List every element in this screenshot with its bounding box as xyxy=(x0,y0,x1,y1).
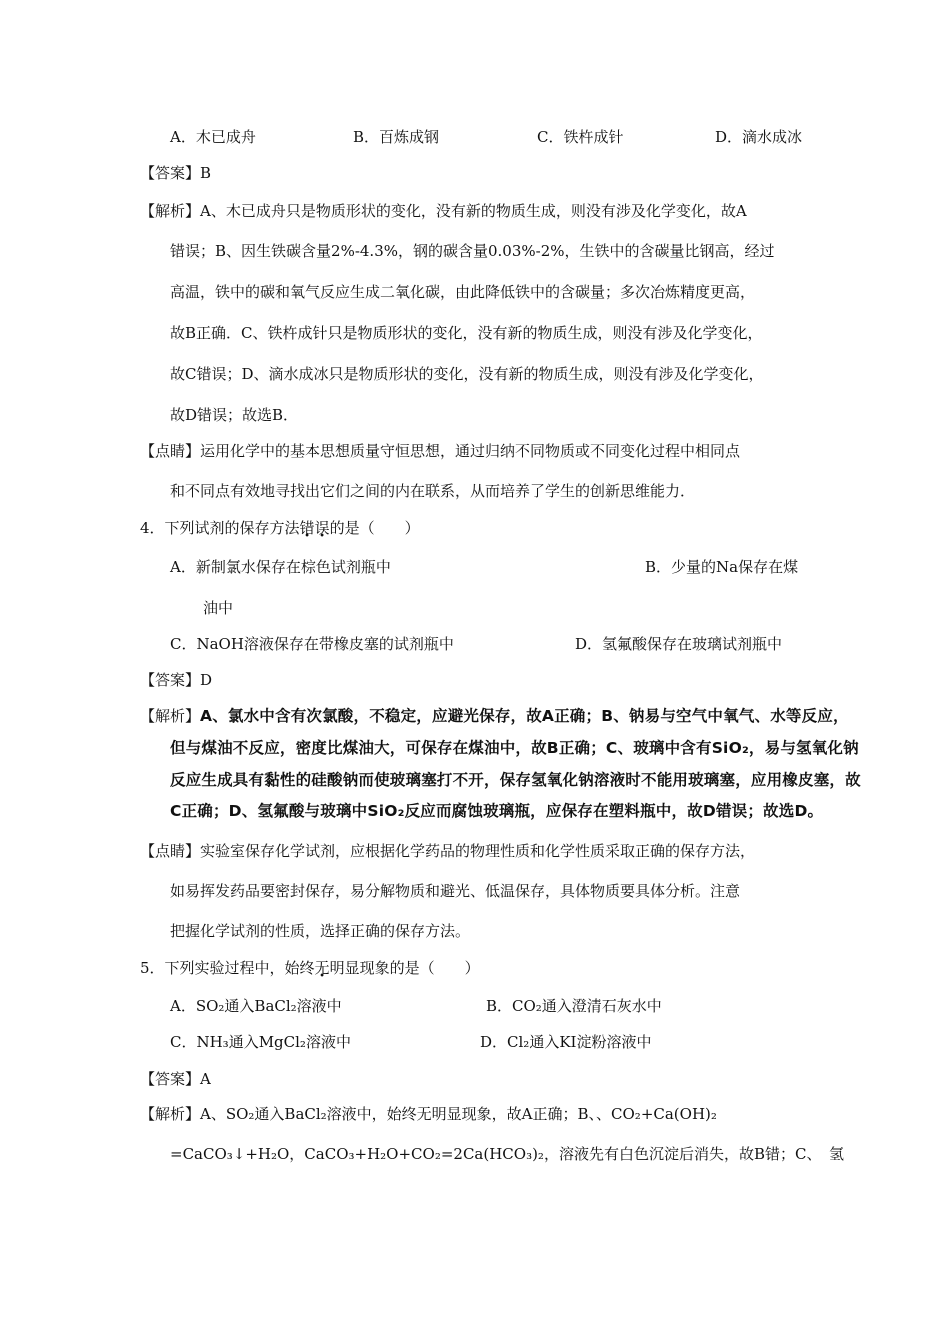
q4-option-d: D．氢氟酸保存在玻璃试剂瓶中 xyxy=(575,635,783,653)
q5-stem-post: 明显现象的是（ ） xyxy=(329,959,480,977)
q5-stem-pre: 5．下列实验过程中，始终 xyxy=(140,959,315,977)
q5-analysis-line-2: =CaCO₃↓+H₂O，CaCO₃+H₂O+CO₂=2Ca(HCO₃)₂，溶液先有白色沉淀后消失，故B错；C、 氢 xyxy=(170,1145,844,1163)
q4-analysis-label: 【解析】 xyxy=(140,707,201,725)
q4-stem-emphasis-2: 误 xyxy=(314,519,330,537)
q4-analysis-bold-1: A、氯水中含有次氯酸，不稳定，应避光保存，故A正确；B、钠易与空气中氧气、水等反应， xyxy=(200,707,849,725)
q4-analysis-line-3: 反应生成具有黏性的硅酸钠而使玻璃塞打不开，保存氢氧化钠溶液时不能用玻璃塞，应用橡皮塞，故 xyxy=(170,771,861,789)
q4-note-line-1: 【点睛】实验室保存化学试剂，应根据化学药品的物理性质和化学性质采取正确的保存方法， xyxy=(140,842,756,860)
q3-note-line-2: 和不同点有效地寻找出它们之间的内在联系，从而培养了学生的创新思维能力． xyxy=(170,482,696,500)
q3-analysis-line-3: 高温，铁中的碳和氧气反应生成二氧化碳，由此降低铁中的含碳量；多次冶炼精度更高， xyxy=(170,283,756,301)
q4-stem-pre: 4．下列试剂的保存方法 xyxy=(140,519,300,537)
q5-option-a: A．SO₂通入BaCl₂溶液中 xyxy=(170,997,342,1015)
q5-option-c: C．NH₃通入MgCl₂溶液中 xyxy=(170,1033,351,1051)
q4-analysis-line-1 xyxy=(140,705,849,727)
q4-answer: 【答案】D xyxy=(140,671,213,689)
q5-analysis-line-1: 【解析】A、SO₂通入BaCl₂溶液中，始终无明显现象，故A正确；B、、CO₂+Ca(OH)₂ xyxy=(140,1105,717,1123)
q4-option-b-cont: 油中 xyxy=(203,599,234,617)
q4-note-line-3: 把握化学试剂的性质，选择正确的保存方法。 xyxy=(170,922,471,940)
q3-analysis-line-1: 【解析】A、木已成舟只是物质形状的变化，没有新的物质生成，则没有涉及化学变化，故A xyxy=(140,202,747,220)
q5-stem xyxy=(140,957,480,979)
q3-analysis-line-5: 故C错误；D、滴水成冰只是物质形状的变化，没有新的物质生成，则没有涉及化学变化， xyxy=(170,365,764,383)
q4-option-a: A．新制氯水保存在棕色试剂瓶中 xyxy=(170,558,391,576)
q5-option-d: D．Cl₂通入KI淀粉溶液中 xyxy=(480,1033,652,1051)
q4-stem-post: 的是（ ） xyxy=(329,519,420,537)
q4-stem xyxy=(140,517,420,539)
q4-note-line-2: 如易挥发药品要密封保存，易分解物质和避光、低温保存，具体物质要具体分析。注意 xyxy=(170,882,741,900)
q4-stem-emphasis-1: 错 xyxy=(299,519,315,537)
q5-answer: 【答案】A xyxy=(140,1070,211,1088)
q3-answer: 【答案】B xyxy=(140,164,212,182)
q3-analysis-line-4: 故B正确．C、铁杵成针只是物质形状的变化，没有新的物质生成，则没有涉及化学变化， xyxy=(170,324,763,342)
q5-option-b: B．CO₂通入澄清石灰水中 xyxy=(486,997,662,1015)
q3-option-b: B．百炼成钢 xyxy=(353,128,440,146)
q3-analysis-line-6: 故D错误；故选B． xyxy=(170,406,299,424)
q3-option-a: A．木已成舟 xyxy=(170,128,256,146)
q4-analysis-line-2: 但与煤油不反应，密度比煤油大，可保存在煤油中，故B正确；C、玻璃中含有SiO₂，易与氢氧化钠 xyxy=(170,739,859,757)
q5-stem-emphasis-1: 无 xyxy=(314,959,330,977)
q4-option-c: C．NaOH溶液保存在带橡皮塞的试剂瓶中 xyxy=(170,635,454,653)
q4-option-b: B．少量的Na保存在煤 xyxy=(645,558,799,576)
q3-option-c: C．铁杵成针 xyxy=(537,128,624,146)
q3-analysis-line-2: 错误；B、因生铁碳含量2%-4.3%，钢的碳含量0.03%-2%，生铁中的含碳量比钢高，经过 xyxy=(170,242,775,260)
q3-option-d: D．滴水成冰 xyxy=(715,128,803,146)
q3-note-line-1: 【点睛】运用化学中的基本思想质量守恒思想，通过归纳不同物质或不同变化过程中相同点 xyxy=(140,442,741,460)
q4-analysis-line-4: C正确；D、氢氟酸与玻璃中SiO₂反应而腐蚀玻璃瓶，应保存在塑料瓶中，故D错误；故选D。 xyxy=(170,802,824,820)
